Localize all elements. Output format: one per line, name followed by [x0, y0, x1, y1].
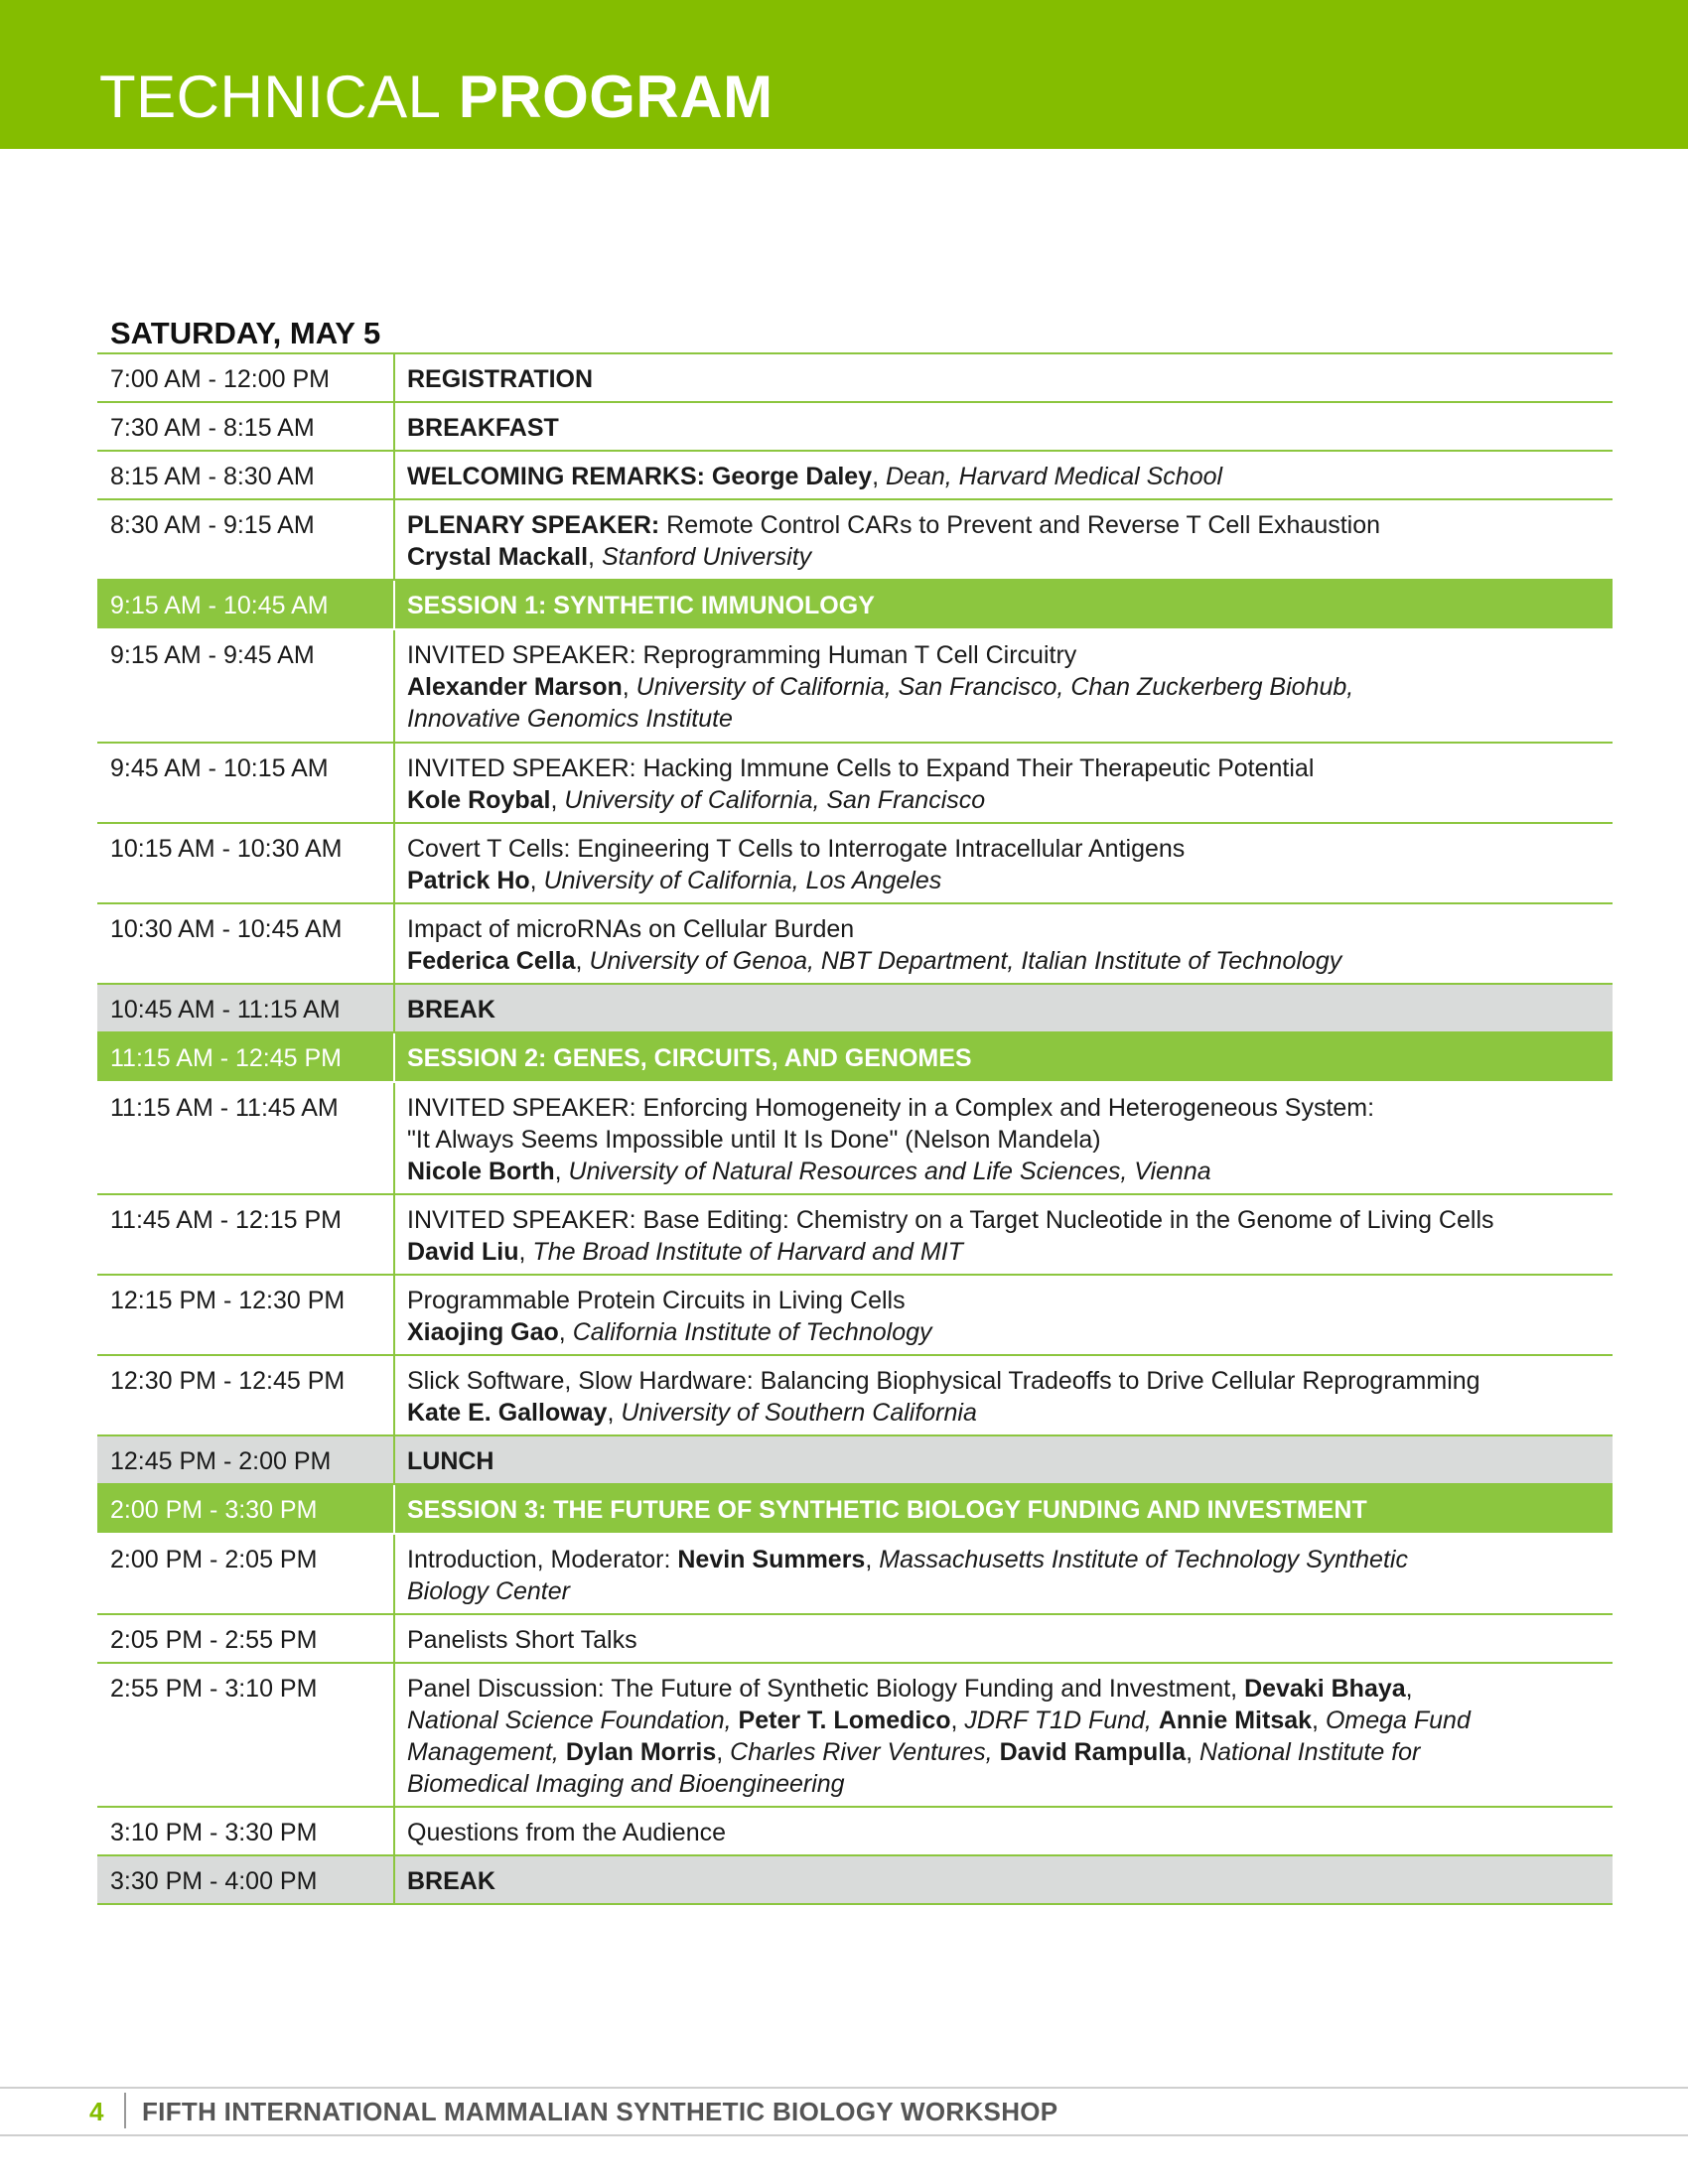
schedule-row [97, 1083, 1613, 1195]
text: , [1312, 1706, 1326, 1734]
text: , [865, 1546, 880, 1573]
description-line [407, 639, 1603, 671]
footer-title: FIFTH INTERNATIONAL MAMMALIAN SYNTHETIC BIOLOGY WORKSHOP [142, 2097, 1058, 2126]
text: Impact of microRNAs on Cellular Burden [407, 915, 855, 943]
description-cell [395, 1535, 1613, 1613]
description-cell [395, 904, 1613, 983]
italic-text: Innovative Genomics Institute [407, 705, 733, 733]
description-cell [395, 1276, 1613, 1354]
description-line [407, 1285, 1603, 1316]
description-line [407, 752, 1603, 784]
text: , [1186, 1738, 1200, 1766]
text: , [554, 1158, 569, 1185]
time-cell: 3:10 PM - 3:30 PM [97, 1808, 395, 1854]
text: , [1405, 1675, 1413, 1703]
italic-text: University of Genoa, NBT Department, Italian Institute of Technology [589, 947, 1342, 975]
description-line [407, 945, 1603, 977]
description-line [407, 412, 1603, 444]
description-line [407, 1397, 1603, 1429]
text: INVITED SPEAKER: Enforcing Homogeneity in a Complex and Heterogeneous System: [407, 1094, 1375, 1122]
bold-text: Kate E. Galloway [407, 1399, 608, 1427]
bold-text: David Rampulla [999, 1738, 1187, 1766]
italic-text: University of California, San Francisco [564, 786, 986, 814]
italic-text: National Institute for [1199, 1738, 1421, 1766]
description-cell [395, 1485, 1613, 1533]
description-line [407, 1316, 1603, 1348]
description-cell [395, 985, 1613, 1031]
text: , [716, 1738, 731, 1766]
time-cell: 10:45 AM - 11:15 AM [97, 985, 395, 1031]
schedule-row [97, 403, 1613, 452]
description-cell [395, 1808, 1613, 1854]
text: BREAK [407, 996, 495, 1024]
schedule-row [97, 500, 1613, 581]
description-line [407, 1736, 1603, 1768]
description-line [407, 1204, 1603, 1236]
description-line [407, 1575, 1603, 1607]
description-line [407, 1365, 1603, 1397]
description-cell [395, 1195, 1613, 1274]
session-row [97, 1033, 1613, 1083]
bold-text: PLENARY SPEAKER: [407, 511, 660, 539]
text: Programmable Protein Circuits in Living Cells [407, 1287, 906, 1314]
bold-text: Federica Cella [407, 947, 576, 975]
text: , [588, 543, 602, 571]
italic-text: Biomedical Imaging and Bioengineering [407, 1770, 845, 1798]
description-cell [395, 1664, 1613, 1806]
italic-text: The Broad Institute of Harvard and MIT [532, 1238, 963, 1266]
schedule-row [97, 354, 1613, 403]
time-cell: 2:05 PM - 2:55 PM [97, 1615, 395, 1662]
page-header [0, 0, 1688, 149]
time-cell: 11:45 AM - 12:15 PM [97, 1195, 395, 1274]
text: SESSION 1: SYNTHETIC IMMUNOLOGY [407, 592, 875, 619]
bold-text: Devaki Bhaya [1244, 1675, 1406, 1703]
time-cell: 11:15 AM - 11:45 AM [97, 1083, 395, 1193]
break-row [97, 985, 1613, 1033]
description-line [407, 1624, 1603, 1656]
description-line [407, 833, 1603, 865]
time-cell: 9:45 AM - 10:15 AM [97, 744, 395, 822]
time-cell: 11:15 AM - 12:45 PM [97, 1033, 395, 1081]
description-line [407, 363, 1603, 395]
description-cell [395, 824, 1613, 902]
description-line [407, 1494, 1603, 1526]
description-cell [395, 1356, 1613, 1434]
text: Slick Software, Slow Hardware: Balancing Biophysical Tradeoffs to Drive Cellular Reprogramming [407, 1367, 1480, 1395]
text: , [607, 1399, 622, 1427]
text: LUNCH [407, 1447, 494, 1475]
time-cell: 3:30 PM - 4:00 PM [97, 1856, 395, 1903]
time-cell: 2:00 PM - 2:05 PM [97, 1535, 395, 1613]
schedule-row [97, 1535, 1613, 1615]
schedule-row [97, 1356, 1613, 1436]
schedule-row [97, 824, 1613, 904]
text: Panel Discussion: The Future of Synthetic Biology Funding and Investment, [407, 1675, 1245, 1703]
bold-text: Xiaojing Gao [407, 1318, 559, 1346]
text: , [558, 1318, 573, 1346]
text: , [518, 1238, 533, 1266]
italic-text: University of California, San Francisco, Chan Zuckerberg Biohub, [635, 673, 1354, 701]
description-line [407, 865, 1603, 896]
time-cell: 9:15 AM - 9:45 AM [97, 630, 395, 742]
description-line [407, 913, 1603, 945]
text: , [575, 947, 590, 975]
schedule-row [97, 744, 1613, 824]
description-cell [395, 630, 1613, 742]
schedule-row [97, 1276, 1613, 1356]
day-heading: SATURDAY, MAY 5 [110, 316, 381, 350]
italic-text: Stanford University [601, 543, 812, 571]
italic-text: Biology Center [407, 1577, 570, 1605]
time-cell: 8:30 AM - 9:15 AM [97, 500, 395, 579]
break-row [97, 1436, 1613, 1485]
description-line [407, 1705, 1603, 1736]
session-row [97, 1485, 1613, 1535]
italic-text: Massachusetts Institute of Technology Synthetic [879, 1546, 1408, 1573]
text: SESSION 2: GENES, CIRCUITS, AND GENOMES [407, 1044, 972, 1072]
schedule-row [97, 1615, 1613, 1664]
description-line [407, 1445, 1603, 1477]
bold-text: Nevin Summers [677, 1546, 866, 1573]
bold-text: Patrick Ho [407, 867, 530, 894]
description-line [407, 703, 1603, 735]
description-line [407, 1092, 1603, 1124]
footer-divider-top [0, 2087, 1688, 2089]
description-line [407, 994, 1603, 1025]
italic-text: Management, [407, 1738, 566, 1766]
description-line [407, 1156, 1603, 1187]
bold-text: Alexander Marson [407, 673, 623, 701]
description-line [407, 1865, 1603, 1897]
italic-text: Omega Fund [1325, 1706, 1471, 1734]
description-line [407, 541, 1603, 573]
time-cell: 10:15 AM - 10:30 AM [97, 824, 395, 902]
bold-text: Kole Roybal [407, 786, 551, 814]
description-line [407, 1544, 1603, 1575]
text: Remote Control CARs to Prevent and Reverse T Cell Exhaustion [659, 511, 1381, 539]
break-row [97, 1856, 1613, 1905]
page-title [99, 64, 774, 130]
description-cell [395, 1436, 1613, 1483]
description-line [407, 1236, 1603, 1268]
text: , [872, 463, 887, 490]
footer-separator [124, 2093, 126, 2128]
text: INVITED SPEAKER: Base Editing: Chemistry on a Target Nucleotide in the Genome of Living Cells [407, 1206, 1494, 1234]
title-light: TECHNICAL [99, 64, 442, 130]
text: SESSION 3: THE FUTURE OF SYNTHETIC BIOLOGY FUNDING AND INVESTMENT [407, 1496, 1367, 1524]
footer-divider-bottom [0, 2134, 1688, 2136]
time-cell: 7:00 AM - 12:00 PM [97, 354, 395, 401]
description-line [407, 1124, 1603, 1156]
schedule-row [97, 1808, 1613, 1856]
schedule-row [97, 452, 1613, 500]
time-cell: 10:30 AM - 10:45 AM [97, 904, 395, 983]
title-bold: PROGRAM [458, 64, 774, 130]
time-cell: 2:55 PM - 3:10 PM [97, 1664, 395, 1806]
description-cell [395, 1856, 1613, 1903]
description-cell [395, 452, 1613, 498]
time-cell: 12:45 PM - 2:00 PM [97, 1436, 395, 1483]
italic-text: JDRF T1D Fund, [964, 1706, 1159, 1734]
page-number: 4 [89, 2097, 104, 2126]
description-cell [395, 1033, 1613, 1081]
text: Panelists Short Talks [407, 1626, 637, 1654]
text: INVITED SPEAKER: Hacking Immune Cells to Expand Their Therapeutic Potential [407, 754, 1315, 782]
text: INVITED SPEAKER: Reprogramming Human T Cell Circuitry [407, 641, 1077, 669]
description-cell [395, 403, 1613, 450]
description-cell [395, 500, 1613, 579]
description-cell [395, 744, 1613, 822]
italic-text: Charles River Ventures, [730, 1738, 1000, 1766]
time-cell: 9:15 AM - 10:45 AM [97, 581, 395, 628]
bold-text: BREAKFAST [407, 414, 559, 442]
text: Introduction, Moderator: [407, 1546, 678, 1573]
bold-text: WELCOMING REMARKS: George Daley [407, 463, 873, 490]
description-cell [395, 1083, 1613, 1193]
description-cell [395, 581, 1613, 628]
description-line [407, 1768, 1603, 1800]
description-line [407, 784, 1603, 816]
description-line [407, 461, 1603, 492]
text: "It Always Seems Impossible until It Is Done" (Nelson Mandela) [407, 1126, 1101, 1154]
description-cell [395, 354, 1613, 401]
text: , [622, 673, 636, 701]
italic-text: Dean, Harvard Medical School [886, 463, 1223, 490]
text: Questions from the Audience [407, 1819, 727, 1846]
description-line [407, 590, 1603, 621]
description-cell [395, 1615, 1613, 1662]
italic-text: National Science Foundation, [407, 1706, 739, 1734]
text: BREAK [407, 1867, 495, 1895]
description-line [407, 671, 1603, 703]
time-cell: 8:15 AM - 8:30 AM [97, 452, 395, 498]
bold-text: Dylan Morris [565, 1738, 717, 1766]
italic-text: University of Southern California [621, 1399, 977, 1427]
schedule-row [97, 630, 1613, 744]
time-cell: 7:30 AM - 8:15 AM [97, 403, 395, 450]
text: , [529, 867, 544, 894]
text: Covert T Cells: Engineering T Cells to Interrogate Intracellular Antigens [407, 835, 1186, 863]
schedule-row [97, 1195, 1613, 1276]
bold-text: Crystal Mackall [407, 543, 589, 571]
time-cell: 12:30 PM - 12:45 PM [97, 1356, 395, 1434]
schedule-row [97, 1664, 1613, 1808]
bold-text: Nicole Borth [407, 1158, 555, 1185]
bold-text: David Liu [407, 1238, 519, 1266]
description-line [407, 509, 1603, 541]
text: , [950, 1706, 965, 1734]
description-line [407, 1042, 1603, 1074]
description-line [407, 1817, 1603, 1848]
session-row [97, 581, 1613, 630]
bold-text: Annie Mitsak [1158, 1706, 1313, 1734]
italic-text: University of Natural Resources and Life Sciences, Vienna [568, 1158, 1211, 1185]
bold-text: REGISTRATION [407, 365, 594, 393]
italic-text: University of California, Los Angeles [543, 867, 942, 894]
schedule-row [97, 904, 1613, 985]
time-cell: 2:00 PM - 3:30 PM [97, 1485, 395, 1533]
time-cell: 12:15 PM - 12:30 PM [97, 1276, 395, 1354]
schedule-table [97, 352, 1613, 1905]
text: , [550, 786, 565, 814]
description-line [407, 1673, 1603, 1705]
bold-text: Peter T. Lomedico [738, 1706, 951, 1734]
italic-text: California Institute of Technology [572, 1318, 932, 1346]
